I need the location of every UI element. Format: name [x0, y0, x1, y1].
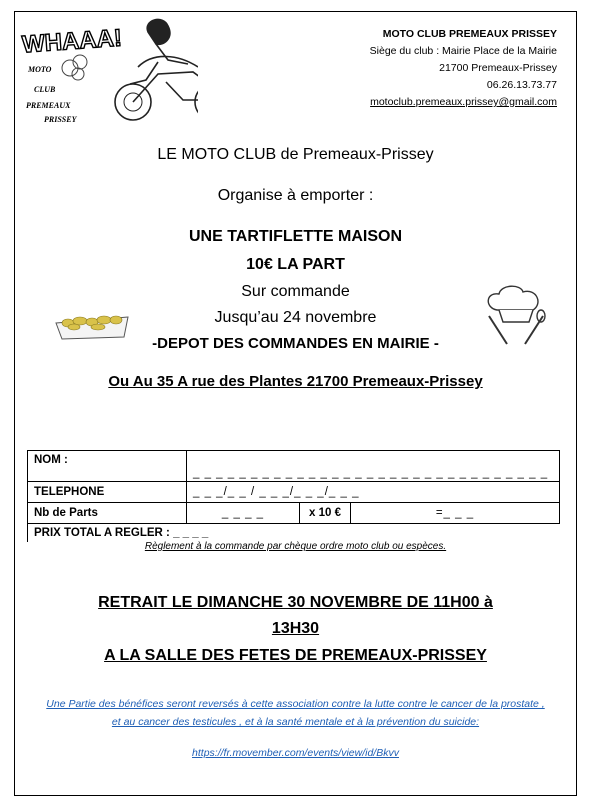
name-label: NOM :: [28, 451, 187, 482]
form-row-name: [28, 451, 560, 482]
form-row-total: [28, 524, 560, 543]
logo-line-prissey: PRISSEY: [44, 115, 77, 124]
motorcycle-rider-icon: [115, 19, 198, 120]
club-email-link[interactable]: motoclub.premeaux.prissey@gmail.com: [370, 96, 557, 108]
tartiflette-dish-icon: [52, 305, 132, 343]
pickup-line1: RETRAIT LE DIMANCHE 30 NOVEMBRE DE 11H00 à: [98, 594, 493, 611]
multiplier-label: x 10 €: [300, 503, 351, 524]
parts-label: Nb de Parts: [28, 503, 187, 524]
order-form-table: [27, 450, 560, 542]
chef-hat-utensils-icon: [477, 282, 555, 348]
club-address-line2: 21700 Premeaux-Prissey: [439, 62, 557, 74]
moto-club-logo: [18, 12, 198, 127]
offer-deposit: -DEPOT DES COMMANDES EN MAIRIE -: [152, 335, 439, 352]
offer-title: UNE TARTIFLETTE MAISON: [188, 228, 403, 245]
phone-field[interactable]: _ _ _/_ _ / _ _ _/_ _ _/_ _ _: [187, 482, 560, 503]
intro-line1: LE MOTO CLUB de Premeaux-Prissey: [157, 146, 434, 163]
payment-note: Règlement à la commande par chèque ordre moto club ou espèces.: [144, 541, 447, 552]
charity-line1: Une Partie des bénéfices seront reversés à cette association contre la lutte contre le cancer de la prostate ,: [46, 698, 545, 710]
offer-alt-address: Ou Au 35 A rue des Plantes 21700 Premeaux-Prissey: [108, 373, 483, 390]
pickup-line2: 13H30: [271, 620, 320, 637]
total-field[interactable]: PRIX TOTAL A REGLER : _ _ _ _: [28, 524, 560, 543]
equals-field[interactable]: =_ _ _: [351, 503, 560, 524]
club-address-line1: Siège du club : Mairie Place de la Mairie: [369, 45, 557, 57]
logo-line-moto: MOTO: [28, 65, 52, 74]
club-phone: 06.26.13.73.77: [486, 79, 557, 91]
offer-price: 10€ LA PART: [246, 256, 345, 273]
charity-line2: et au cancer des testicules , et à la santé mentale et à la prévention du suicide:: [111, 716, 480, 728]
movember-link[interactable]: https://fr.movember.com/events/view/id/Bkvv: [192, 747, 399, 759]
logo-line-club: CLUB: [34, 85, 56, 94]
smoke-cloud-icon: [62, 55, 87, 80]
form-row-phone: [28, 482, 560, 503]
intro-line2: Organise à emporter :: [217, 187, 374, 204]
parts-field[interactable]: _ _ _ _: [187, 503, 300, 524]
logo-word-art: WHAAA!: [21, 24, 123, 59]
page-border: [14, 11, 577, 796]
offer-order: Sur commande: [241, 283, 350, 300]
form-row-parts: [28, 503, 560, 524]
logo-line-premeaux: PREMEAUX: [26, 101, 71, 110]
name-field[interactable]: _ _ _ _ _ _ _ _ _ _ _ _ _ _ _ _ _ _ _ _ _ _ _ _ _ _ _ _ _ _ _: [187, 451, 560, 482]
offer-deadline: Jusqu’au 24 novembre: [214, 309, 377, 326]
club-info: [370, 26, 557, 111]
pickup-line3: A LA SALLE DES FETES DE PREMEAUX-PRISSEY: [104, 647, 487, 664]
phone-label: TELEPHONE: [28, 482, 187, 503]
club-name: MOTO CLUB PREMEAUX PRISSEY: [382, 28, 557, 40]
